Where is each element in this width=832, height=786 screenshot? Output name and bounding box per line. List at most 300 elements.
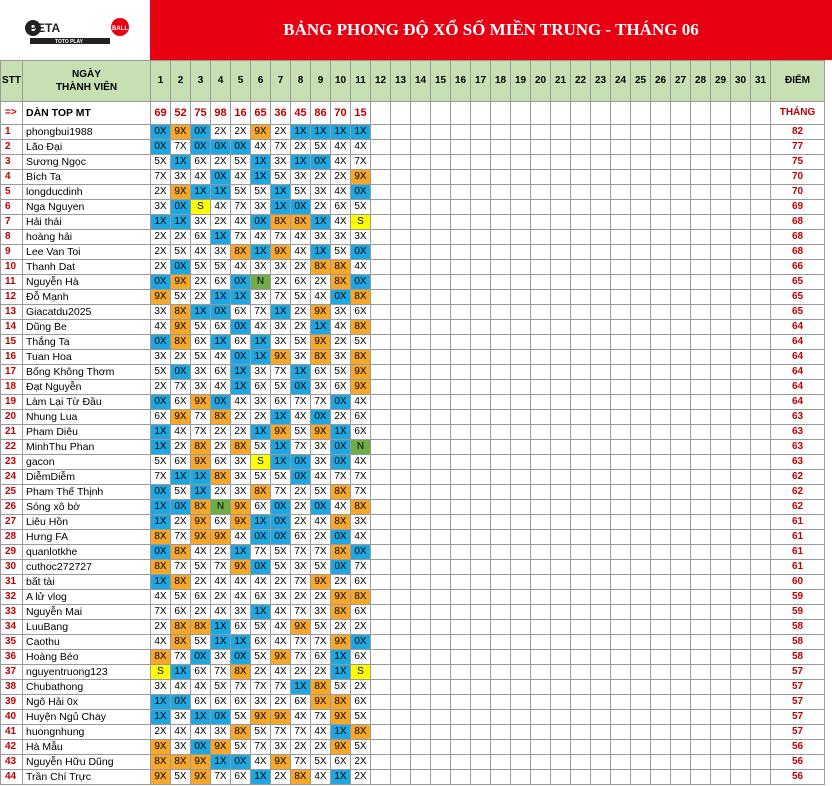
pick-cell-day-1[interactable]: 4X <box>151 320 171 335</box>
pick-cell-day-28[interactable] <box>691 425 711 440</box>
top-number-day-21[interactable] <box>551 102 571 125</box>
pick-cell-day-22[interactable] <box>571 755 591 770</box>
pick-cell-day-3[interactable]: 9X <box>191 755 211 770</box>
pick-cell-day-19[interactable] <box>511 125 531 140</box>
pick-cell-day-11[interactable]: 0X <box>351 185 371 200</box>
pick-cell-day-9[interactable]: 9X <box>311 335 331 350</box>
pick-cell-day-10[interactable]: 5X <box>331 680 351 695</box>
pick-cell-day-15[interactable] <box>431 650 451 665</box>
pick-cell-day-13[interactable] <box>391 740 411 755</box>
pick-cell-day-14[interactable] <box>411 350 431 365</box>
pick-cell-day-5[interactable]: 6X <box>231 695 251 710</box>
pick-cell-day-10[interactable]: 1X <box>331 725 351 740</box>
pick-cell-day-27[interactable] <box>671 590 691 605</box>
pick-cell-day-16[interactable] <box>451 170 471 185</box>
pick-cell-day-15[interactable] <box>431 665 451 680</box>
pick-cell-day-5[interactable]: 3X <box>231 485 251 500</box>
pick-cell-day-20[interactable] <box>531 455 551 470</box>
pick-cell-day-2[interactable]: 3X <box>171 740 191 755</box>
pick-cell-day-17[interactable] <box>471 245 491 260</box>
pick-cell-day-18[interactable] <box>491 770 511 785</box>
pick-cell-day-24[interactable] <box>611 695 631 710</box>
pick-cell-day-24[interactable] <box>611 365 631 380</box>
pick-cell-day-7[interactable]: 5X <box>271 560 291 575</box>
pick-cell-day-29[interactable] <box>711 305 731 320</box>
pick-cell-day-30[interactable] <box>731 455 751 470</box>
pick-cell-day-26[interactable] <box>651 545 671 560</box>
pick-cell-day-5[interactable]: 2X <box>231 125 251 140</box>
pick-cell-day-29[interactable] <box>711 590 731 605</box>
pick-cell-day-3[interactable]: 9X <box>191 530 211 545</box>
pick-cell-day-3[interactable]: 9X <box>191 395 211 410</box>
pick-cell-day-9[interactable]: 9X <box>311 695 331 710</box>
pick-cell-day-17[interactable] <box>471 635 491 650</box>
pick-cell-day-31[interactable] <box>751 485 771 500</box>
pick-cell-day-12[interactable] <box>371 710 391 725</box>
pick-cell-day-12[interactable] <box>371 500 391 515</box>
pick-cell-day-2[interactable]: 5X <box>171 245 191 260</box>
pick-cell-day-17[interactable] <box>471 530 491 545</box>
pick-cell-day-2[interactable]: 5X <box>171 590 191 605</box>
pick-cell-day-13[interactable] <box>391 155 411 170</box>
pick-cell-day-13[interactable] <box>391 590 411 605</box>
pick-cell-day-7[interactable]: 7X <box>271 680 291 695</box>
pick-cell-day-7[interactable]: 4X <box>271 605 291 620</box>
pick-cell-day-13[interactable] <box>391 755 411 770</box>
pick-cell-day-15[interactable] <box>431 200 451 215</box>
pick-cell-day-25[interactable] <box>631 290 651 305</box>
pick-cell-day-22[interactable] <box>571 575 591 590</box>
pick-cell-day-13[interactable] <box>391 545 411 560</box>
pick-cell-day-19[interactable] <box>511 335 531 350</box>
pick-cell-day-14[interactable] <box>411 230 431 245</box>
pick-cell-day-12[interactable] <box>371 560 391 575</box>
pick-cell-day-1[interactable]: 1X <box>151 575 171 590</box>
pick-cell-day-30[interactable] <box>731 395 751 410</box>
pick-cell-day-18[interactable] <box>491 725 511 740</box>
pick-cell-day-12[interactable] <box>371 215 391 230</box>
pick-cell-day-25[interactable] <box>631 710 651 725</box>
pick-cell-day-31[interactable] <box>751 605 771 620</box>
pick-cell-day-24[interactable] <box>611 320 631 335</box>
pick-cell-day-18[interactable] <box>491 380 511 395</box>
pick-cell-day-2[interactable]: 0X <box>171 695 191 710</box>
pick-cell-day-6[interactable]: 3X <box>251 290 271 305</box>
pick-cell-day-21[interactable] <box>551 725 571 740</box>
pick-cell-day-27[interactable] <box>671 185 691 200</box>
pick-cell-day-13[interactable] <box>391 365 411 380</box>
pick-cell-day-15[interactable] <box>431 170 451 185</box>
pick-cell-day-12[interactable] <box>371 230 391 245</box>
pick-cell-day-26[interactable] <box>651 395 671 410</box>
pick-cell-day-22[interactable] <box>571 545 591 560</box>
pick-cell-day-22[interactable] <box>571 455 591 470</box>
pick-cell-day-1[interactable]: 5X <box>151 455 171 470</box>
pick-cell-day-19[interactable] <box>511 485 531 500</box>
pick-cell-day-11[interactable]: 2X <box>351 680 371 695</box>
pick-cell-day-21[interactable] <box>551 260 571 275</box>
pick-cell-day-21[interactable] <box>551 560 571 575</box>
pick-cell-day-9[interactable]: 0X <box>311 500 331 515</box>
pick-cell-day-8[interactable]: 2X <box>291 500 311 515</box>
pick-cell-day-15[interactable] <box>431 125 451 140</box>
pick-cell-day-15[interactable] <box>431 185 451 200</box>
pick-cell-day-26[interactable] <box>651 515 671 530</box>
pick-cell-day-6[interactable]: 1X <box>251 425 271 440</box>
pick-cell-day-3[interactable]: 4X <box>191 545 211 560</box>
pick-cell-day-6[interactable]: 6X <box>251 500 271 515</box>
pick-cell-day-5[interactable]: 4X <box>231 395 251 410</box>
pick-cell-day-7[interactable]: 9X <box>271 245 291 260</box>
pick-cell-day-5[interactable]: 8X <box>231 440 251 455</box>
pick-cell-day-29[interactable] <box>711 290 731 305</box>
pick-cell-day-8[interactable]: 2X <box>291 665 311 680</box>
pick-cell-day-11[interactable]: 7X <box>351 470 371 485</box>
pick-cell-day-25[interactable] <box>631 740 651 755</box>
pick-cell-day-30[interactable] <box>731 185 751 200</box>
pick-cell-day-22[interactable] <box>571 440 591 455</box>
pick-cell-day-28[interactable] <box>691 155 711 170</box>
pick-cell-day-26[interactable] <box>651 380 671 395</box>
pick-cell-day-28[interactable] <box>691 260 711 275</box>
pick-cell-day-20[interactable] <box>531 425 551 440</box>
pick-cell-day-29[interactable] <box>711 425 731 440</box>
pick-cell-day-21[interactable] <box>551 740 571 755</box>
pick-cell-day-17[interactable] <box>471 425 491 440</box>
pick-cell-day-20[interactable] <box>531 275 551 290</box>
pick-cell-day-7[interactable]: 5X <box>271 170 291 185</box>
pick-cell-day-2[interactable]: 8X <box>171 755 191 770</box>
pick-cell-day-1[interactable]: 1X <box>151 500 171 515</box>
pick-cell-day-7[interactable]: 2X <box>271 695 291 710</box>
pick-cell-day-9[interactable]: 0X <box>311 155 331 170</box>
pick-cell-day-31[interactable] <box>751 200 771 215</box>
pick-cell-day-10[interactable]: 9X <box>331 590 351 605</box>
pick-cell-day-16[interactable] <box>451 560 471 575</box>
pick-cell-day-31[interactable] <box>751 425 771 440</box>
pick-cell-day-17[interactable] <box>471 515 491 530</box>
pick-cell-day-17[interactable] <box>471 665 491 680</box>
pick-cell-day-1[interactable]: 0X <box>151 275 171 290</box>
pick-cell-day-31[interactable] <box>751 560 771 575</box>
member-name[interactable]: Thanh Dat <box>23 260 151 275</box>
pick-cell-day-2[interactable]: 6X <box>171 605 191 620</box>
pick-cell-day-5[interactable]: 7X <box>231 680 251 695</box>
pick-cell-day-12[interactable] <box>371 695 391 710</box>
pick-cell-day-7[interactable]: 5X <box>271 380 291 395</box>
pick-cell-day-19[interactable] <box>511 260 531 275</box>
member-name[interactable]: Làm Lại Từ Đầu <box>23 395 151 410</box>
pick-cell-day-18[interactable] <box>491 740 511 755</box>
pick-cell-day-7[interactable]: 1X <box>271 410 291 425</box>
pick-cell-day-7[interactable]: 7X <box>271 290 291 305</box>
pick-cell-day-9[interactable]: 4X <box>311 725 331 740</box>
pick-cell-day-5[interactable]: 4X <box>231 530 251 545</box>
pick-cell-day-1[interactable]: 0X <box>151 545 171 560</box>
pick-cell-day-30[interactable] <box>731 650 751 665</box>
pick-cell-day-27[interactable] <box>671 425 691 440</box>
member-name[interactable]: Pham Thế Thịnh <box>23 485 151 500</box>
pick-cell-day-14[interactable] <box>411 620 431 635</box>
pick-cell-day-6[interactable]: 6X <box>251 380 271 395</box>
pick-cell-day-8[interactable]: 2X <box>291 260 311 275</box>
pick-cell-day-28[interactable] <box>691 680 711 695</box>
pick-cell-day-26[interactable] <box>651 470 671 485</box>
pick-cell-day-9[interactable]: 1X <box>311 320 331 335</box>
pick-cell-day-29[interactable] <box>711 575 731 590</box>
pick-cell-day-31[interactable] <box>751 260 771 275</box>
pick-cell-day-7[interactable]: 9X <box>271 425 291 440</box>
pick-cell-day-5[interactable]: 0X <box>231 275 251 290</box>
pick-cell-day-5[interactable]: 7X <box>231 230 251 245</box>
pick-cell-day-3[interactable]: 1X <box>191 305 211 320</box>
pick-cell-day-12[interactable] <box>371 575 391 590</box>
pick-cell-day-11[interactable]: 4X <box>351 260 371 275</box>
pick-cell-day-21[interactable] <box>551 305 571 320</box>
top-number-day-8[interactable]: 45 <box>291 102 311 125</box>
pick-cell-day-14[interactable] <box>411 365 431 380</box>
pick-cell-day-30[interactable] <box>731 215 751 230</box>
pick-cell-day-4[interactable]: 2X <box>211 485 231 500</box>
pick-cell-day-11[interactable]: 3X <box>351 230 371 245</box>
pick-cell-day-25[interactable] <box>631 365 651 380</box>
pick-cell-day-15[interactable] <box>431 545 451 560</box>
pick-cell-day-6[interactable]: 5X <box>251 620 271 635</box>
pick-cell-day-23[interactable] <box>591 290 611 305</box>
pick-cell-day-2[interactable]: 9X <box>171 410 191 425</box>
pick-cell-day-25[interactable] <box>631 155 651 170</box>
pick-cell-day-10[interactable]: 8X <box>331 605 351 620</box>
pick-cell-day-25[interactable] <box>631 485 651 500</box>
pick-cell-day-8[interactable]: 7X <box>291 575 311 590</box>
pick-cell-day-4[interactable]: 2X <box>211 155 231 170</box>
pick-cell-day-22[interactable] <box>571 215 591 230</box>
pick-cell-day-31[interactable] <box>751 725 771 740</box>
pick-cell-day-8[interactable]: 2X <box>291 740 311 755</box>
pick-cell-day-11[interactable]: 8X <box>351 590 371 605</box>
pick-cell-day-20[interactable] <box>531 605 551 620</box>
pick-cell-day-1[interactable]: 7X <box>151 470 171 485</box>
pick-cell-day-11[interactable]: 7X <box>351 560 371 575</box>
pick-cell-day-18[interactable] <box>491 515 511 530</box>
top-number-day-17[interactable] <box>471 102 491 125</box>
pick-cell-day-17[interactable] <box>471 290 491 305</box>
pick-cell-day-23[interactable] <box>591 320 611 335</box>
pick-cell-day-5[interactable]: 0X <box>231 755 251 770</box>
pick-cell-day-17[interactable] <box>471 125 491 140</box>
pick-cell-day-26[interactable] <box>651 245 671 260</box>
pick-cell-day-18[interactable] <box>491 350 511 365</box>
pick-cell-day-22[interactable] <box>571 350 591 365</box>
pick-cell-day-16[interactable] <box>451 440 471 455</box>
pick-cell-day-4[interactable]: 1X <box>211 230 231 245</box>
pick-cell-day-8[interactable]: 0X <box>291 470 311 485</box>
pick-cell-day-28[interactable] <box>691 350 711 365</box>
pick-cell-day-7[interactable]: 4X <box>271 635 291 650</box>
pick-cell-day-11[interactable]: 4X <box>351 395 371 410</box>
pick-cell-day-7[interactable]: 9X <box>271 350 291 365</box>
pick-cell-day-4[interactable]: 3X <box>211 245 231 260</box>
pick-cell-day-2[interactable]: 7X <box>171 530 191 545</box>
pick-cell-day-23[interactable] <box>591 440 611 455</box>
pick-cell-day-11[interactable]: 8X <box>351 500 371 515</box>
pick-cell-day-16[interactable] <box>451 410 471 425</box>
pick-cell-day-30[interactable] <box>731 620 751 635</box>
pick-cell-day-4[interactable]: 2X <box>211 440 231 455</box>
pick-cell-day-29[interactable] <box>711 320 731 335</box>
member-name[interactable]: Nga Nguyen <box>23 200 151 215</box>
pick-cell-day-21[interactable] <box>551 575 571 590</box>
pick-cell-day-22[interactable] <box>571 230 591 245</box>
pick-cell-day-18[interactable] <box>491 455 511 470</box>
pick-cell-day-2[interactable]: 1X <box>171 665 191 680</box>
pick-cell-day-17[interactable] <box>471 335 491 350</box>
pick-cell-day-12[interactable] <box>371 140 391 155</box>
pick-cell-day-23[interactable] <box>591 650 611 665</box>
pick-cell-day-28[interactable] <box>691 725 711 740</box>
pick-cell-day-3[interactable]: 5X <box>191 260 211 275</box>
pick-cell-day-10[interactable]: 0X <box>331 290 351 305</box>
pick-cell-day-8[interactable]: 7X <box>291 605 311 620</box>
pick-cell-day-8[interactable]: 2X <box>291 590 311 605</box>
pick-cell-day-26[interactable] <box>651 425 671 440</box>
pick-cell-day-27[interactable] <box>671 410 691 425</box>
pick-cell-day-22[interactable] <box>571 620 591 635</box>
pick-cell-day-19[interactable] <box>511 290 531 305</box>
pick-cell-day-2[interactable]: 2X <box>171 350 191 365</box>
pick-cell-day-5[interactable]: 4X <box>231 215 251 230</box>
pick-cell-day-5[interactable]: 8X <box>231 245 251 260</box>
pick-cell-day-8[interactable]: 7X <box>291 545 311 560</box>
pick-cell-day-6[interactable]: 5X <box>251 725 271 740</box>
pick-cell-day-10[interactable]: 2X <box>331 575 351 590</box>
pick-cell-day-22[interactable] <box>571 155 591 170</box>
pick-cell-day-26[interactable] <box>651 605 671 620</box>
pick-cell-day-30[interactable] <box>731 335 751 350</box>
pick-cell-day-12[interactable] <box>371 245 391 260</box>
pick-cell-day-21[interactable] <box>551 530 571 545</box>
pick-cell-day-17[interactable] <box>471 620 491 635</box>
pick-cell-day-15[interactable] <box>431 275 451 290</box>
pick-cell-day-6[interactable]: 4X <box>251 140 271 155</box>
pick-cell-day-8[interactable]: 5X <box>291 425 311 440</box>
pick-cell-day-10[interactable]: 9X <box>331 740 351 755</box>
pick-cell-day-30[interactable] <box>731 230 751 245</box>
pick-cell-day-24[interactable] <box>611 200 631 215</box>
pick-cell-day-19[interactable] <box>511 140 531 155</box>
pick-cell-day-21[interactable] <box>551 155 571 170</box>
pick-cell-day-15[interactable] <box>431 530 451 545</box>
pick-cell-day-12[interactable] <box>371 380 391 395</box>
pick-cell-day-6[interactable]: 4X <box>251 320 271 335</box>
pick-cell-day-6[interactable]: 0X <box>251 215 271 230</box>
pick-cell-day-20[interactable] <box>531 470 551 485</box>
top-number-day-1[interactable]: 69 <box>151 102 171 125</box>
pick-cell-day-22[interactable] <box>571 170 591 185</box>
pick-cell-day-28[interactable] <box>691 455 711 470</box>
pick-cell-day-10[interactable]: 8X <box>331 515 351 530</box>
pick-cell-day-17[interactable] <box>471 380 491 395</box>
top-number-day-18[interactable] <box>491 102 511 125</box>
pick-cell-day-21[interactable] <box>551 290 571 305</box>
pick-cell-day-8[interactable]: 7X <box>291 725 311 740</box>
pick-cell-day-26[interactable] <box>651 485 671 500</box>
pick-cell-day-30[interactable] <box>731 440 751 455</box>
pick-cell-day-29[interactable] <box>711 140 731 155</box>
pick-cell-day-17[interactable] <box>471 740 491 755</box>
pick-cell-day-27[interactable] <box>671 275 691 290</box>
pick-cell-day-5[interactable]: 0X <box>231 650 251 665</box>
pick-cell-day-27[interactable] <box>671 350 691 365</box>
member-name[interactable]: MinhThu Phan <box>23 440 151 455</box>
pick-cell-day-17[interactable] <box>471 395 491 410</box>
pick-cell-day-12[interactable] <box>371 515 391 530</box>
pick-cell-day-8[interactable]: 9X <box>291 620 311 635</box>
pick-cell-day-9[interactable]: 4X <box>311 515 331 530</box>
pick-cell-day-6[interactable]: 1X <box>251 350 271 365</box>
pick-cell-day-27[interactable] <box>671 530 691 545</box>
pick-cell-day-19[interactable] <box>511 275 531 290</box>
pick-cell-day-27[interactable] <box>671 620 691 635</box>
pick-cell-day-9[interactable]: 7X <box>311 710 331 725</box>
pick-cell-day-13[interactable] <box>391 245 411 260</box>
pick-cell-day-27[interactable] <box>671 515 691 530</box>
pick-cell-day-12[interactable] <box>371 530 391 545</box>
pick-cell-day-26[interactable] <box>651 365 671 380</box>
pick-cell-day-23[interactable] <box>591 350 611 365</box>
pick-cell-day-14[interactable] <box>411 530 431 545</box>
pick-cell-day-26[interactable] <box>651 410 671 425</box>
pick-cell-day-2[interactable]: 8X <box>171 635 191 650</box>
pick-cell-day-21[interactable] <box>551 215 571 230</box>
pick-cell-day-21[interactable] <box>551 440 571 455</box>
pick-cell-day-25[interactable] <box>631 605 651 620</box>
pick-cell-day-24[interactable] <box>611 140 631 155</box>
pick-cell-day-30[interactable] <box>731 155 751 170</box>
pick-cell-day-31[interactable] <box>751 335 771 350</box>
pick-cell-day-23[interactable] <box>591 275 611 290</box>
pick-cell-day-7[interactable]: 4X <box>271 620 291 635</box>
pick-cell-day-1[interactable]: 3X <box>151 680 171 695</box>
pick-cell-day-30[interactable] <box>731 530 751 545</box>
pick-cell-day-30[interactable] <box>731 515 751 530</box>
pick-cell-day-7[interactable]: 3X <box>271 155 291 170</box>
pick-cell-day-30[interactable] <box>731 695 751 710</box>
pick-cell-day-22[interactable] <box>571 590 591 605</box>
pick-cell-day-27[interactable] <box>671 635 691 650</box>
pick-cell-day-20[interactable] <box>531 740 551 755</box>
pick-cell-day-2[interactable]: 5X <box>171 485 191 500</box>
pick-cell-day-12[interactable] <box>371 335 391 350</box>
pick-cell-day-23[interactable] <box>591 680 611 695</box>
pick-cell-day-10[interactable]: 4X <box>331 320 351 335</box>
pick-cell-day-6[interactable]: 1X <box>251 770 271 785</box>
pick-cell-day-7[interactable]: 5X <box>271 545 291 560</box>
pick-cell-day-29[interactable] <box>711 380 731 395</box>
pick-cell-day-26[interactable] <box>651 590 671 605</box>
pick-cell-day-22[interactable] <box>571 500 591 515</box>
pick-cell-day-12[interactable] <box>371 680 391 695</box>
member-name[interactable]: nguyentruong123 <box>23 665 151 680</box>
pick-cell-day-20[interactable] <box>531 485 551 500</box>
pick-cell-day-25[interactable] <box>631 215 651 230</box>
pick-cell-day-15[interactable] <box>431 500 451 515</box>
pick-cell-day-9[interactable]: 5X <box>311 140 331 155</box>
pick-cell-day-24[interactable] <box>611 185 631 200</box>
pick-cell-day-1[interactable]: 1X <box>151 515 171 530</box>
pick-cell-day-14[interactable] <box>411 215 431 230</box>
pick-cell-day-26[interactable] <box>651 770 671 785</box>
